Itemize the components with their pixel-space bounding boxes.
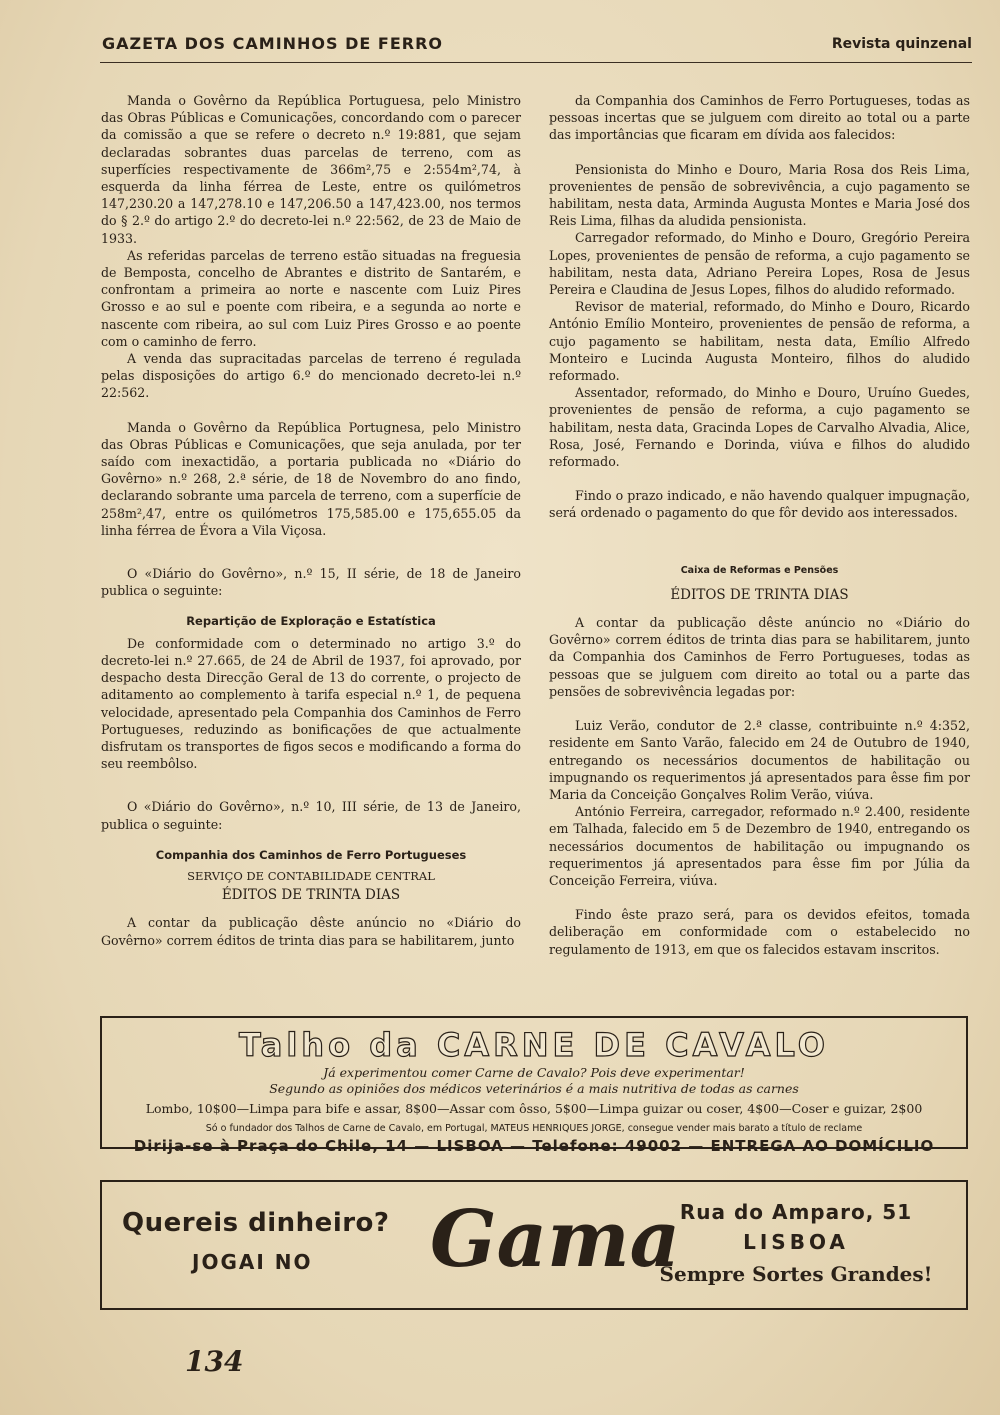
paragraph: Assentador, reformado, do Minho e Douro, Uruíno Guedes, provenientes de pensão de reforma, a cujo pagamento se habilitam, nesta data, Gracinda Lopes de Carvalho Alvadia, Alice, Rosa, José, Fernando e Dorinda, viúva e filhos do aludido reformado. (549, 385, 970, 470)
paragraph: Findo êste prazo será, para os devidos efeitos, tomada deliberação em conformidade com o estabelecido no regulamento de 1913, em que os falecidos estavam inscritos. (549, 907, 970, 957)
paragraph: Manda o Govêrno da República Portugnesa, pelo Ministro das Obras Públicas e Comunicações, que seja anulada, por ter saído com inexactidão, a portaria publicada no «Diário do Govêrno» n.º 268, 2.ª série, de 18 de Novembro do ano findo, declarando sobrante uma parcela de terreno, com a superfície de 258m²,47, entre os quilómetros 175,585.00 e 175,655.05 da linha férrea de Évora a Vila Viçosa. (101, 419, 521, 538)
section-heading: Companhia dos Caminhos de Ferro Portugueses (155, 847, 467, 862)
ad-city: LISBOA (743, 1230, 849, 1254)
page-number: 134 (185, 1345, 244, 1378)
section-heading: Repartição de Exploração e Estatística (186, 614, 436, 629)
paragraph: A contar da publicação dêste anúncio no «Diário do Govêrno» correm éditos de trinta dias para se habilitarem, junto (101, 915, 521, 948)
ad-question: Quereis dinheiro? (122, 1208, 390, 1238)
advertisement-gama (100, 1180, 968, 1310)
left-column (101, 92, 521, 949)
paragraph: Manda o Govêrno da República Portuguesa, pelo Ministro das Obras Públicas e Comunicações, concordando com o parecer da comissão a que se refere o decreto n.º 19:881, que sejam declaradas sobrantes duas parcelas de terreno, com as superfícies respectivamente de 366m²,75 e 2:554m²,74, à esquerda da linha férrea de Leste, entre os quilómetros 147,230.20 a 147,278.10 e 147,206.50 a 147,423.00, nos termos do § 2.º do artigo 2.º do decreto-lei n.º 22:562, de 23 de Maio de 1933. (101, 93, 521, 246)
paragraph: Revisor de material, reformado, do Minho e Douro, Ricardo António Emílio Monteiro, provenientes de pensão de reforma, a cujo pagamento se habilitam, nesta data, Emílio Alfredo Monteiro e Lucinda Augusta Monteiro, filhos do aludido reformado. (549, 299, 970, 384)
header-subtitle: Revista quinzenal (831, 36, 972, 52)
paragraph: A venda das supracitadas parcelas de terreno é regulada pelas disposições do artigo 6.º do mencionado decreto-lei n.º 22:562. (101, 351, 521, 401)
advertisement-carne-de-cavalo (100, 1016, 968, 1155)
section-title: ÉDITOS DE TRINTA DIAS (221, 887, 401, 904)
paragraph: da Companhia dos Caminhos de Ferro Portugueses, todas as pessoas incertas que se julguem com direito ao total ou a parte das importâncias que ficaram em dívida aos falecidos: (549, 93, 970, 143)
paragraph: Carregador reformado, do Minho e Douro, Gregório Pereira Lopes, provenientes de pensão de reforma, a cujo pagamento se habilitam, nesta data, Adriano Pereira Lopes, Rosa de Jesus Pereira e Claudina de Jesus Lopes, filhos do aludido reformado. (549, 230, 970, 298)
paragraph: Luiz Verão, condutor de 2.ª classe, contribuinte n.º 4:352, residente em Santo Varão, falecido em 24 de Outubro de 1940, entregando os necessários documentos de habilitação ou impugnando os requerimentos já apresentados para êsse fim por Maria da Conceição Gonçalves Rolim Verão, viúva. (549, 718, 970, 802)
header-rule (100, 62, 972, 63)
paragraph: A contar da publicação dêste anúncio no «Diário do Govêrno» correm éditos de trinta dias para se habilitarem, junto da Companhia dos Caminhos de Ferro Portugueses, todas as pessoas que se julguem com direito ao total ou a parte das pensões de sobrevivência legadas por: (549, 615, 970, 699)
header-title: GAZETA DOS CAMINHOS DE FERRO (102, 34, 444, 53)
ad-contact: Dirija-se à Praça do Chile, 14 — LISBOA — Telefone: 49002 — ENTREGA AO DOMÍCILIO (133, 1137, 935, 1155)
paragraph: Findo o prazo indicado, e não havendo qualquer impugnação, será ordenado o pagamento do que fôr devido aos interessados. (549, 488, 970, 521)
ad-slogan: Sempre Sortes Grandes! (659, 1262, 933, 1286)
ad-tagline: Já experimentou comer Carne de Cavalo? Pois deve experimentar! (323, 1065, 745, 1080)
paragraph: Pensionista do Minho e Douro, Maria Rosa dos Reis Lima, provenientes de pensão de sobrevivência, a cujo pagamento se habilitam, nesta data, Arminda Augusta Montes e Maria José dos Reis Lima, filhas da aludida pensionista. (549, 161, 970, 229)
paragraph: O «Diário do Govêrno», n.º 15, II série, de 18 de Janeiro publica o seguinte: (101, 566, 521, 599)
ad-tagline: Segundo as opiniões dos médicos veterinários é a mais nutritiva de todas as carnes (269, 1081, 799, 1096)
ad-founder: Só o fundador dos Talhos de Carne de Cavalo, em Portugal, MATEUS HENRIQUES JORGE, consegue vender mais barato a título de reclame (205, 1123, 863, 1134)
ad-address: Rua do Amparo, 51 (679, 1200, 913, 1224)
section-subheading: SERVIÇO DE CONTABILIDADE CENTRAL (187, 868, 435, 883)
paragraph: De conformidade com o determinado no artigo 3.º do decreto-lei n.º 27.665, de 24 de Abril de 1937, foi aprovado, por despacho desta Direcção Geral de 13 do corrente, o projecto de aditamento ao complemento à tarifa especial n.º 1, de pequena velocidade, apresentado pela Companhia dos Caminhos de Ferro Portugueses, reduzindo as bonificações de que actualmente disfrutam os transportes de figos secos e modificando a forma do seu reembôlso. (101, 635, 521, 772)
section-title: ÉDITOS DE TRINTA DIAS (670, 586, 849, 603)
ad-title: Talho da CARNE DE CAVALO (239, 1026, 829, 1064)
right-column (549, 92, 970, 958)
ad-prices: Lombo, 10$00—Limpa para bife e assar, 8$00—Assar com ôsso, 5$00—Limpa guizar ou coser, 4$00—Coser e guizar, 2$00 (145, 1101, 923, 1116)
section-heading: Caixa de Reformas e Pensões (680, 564, 839, 576)
paragraph: António Ferreira, carregador, reformado n.º 2.400, residente em Talhada, falecido em 5 de Dezembro de 1940, entregando os necessários documentos de habilitação ou impugnando os requerimentos já apresentados para êsse fim por Júlia da Conceição Ferreira, viúva. (549, 804, 970, 888)
paragraph: As referidas parcelas de terreno estão situadas na freguesia de Bemposta, concelho de Abrantes e distrito de Santarém, e confrontam a primeira ao norte e nascente com Luiz Pires Grosso e ao sul e poente com ribeira, e a segunda ao norte e nascente com ribeira, ao sul com Luiz Pires Grosso e ao poente com o caminho de ferro. (101, 247, 521, 349)
paragraph: O «Diário do Govêrno», n.º 10, III série, de 13 de Janeiro, publica o seguinte: (101, 799, 521, 832)
ad-jogai: JOGAI NO (192, 1250, 313, 1274)
gama-logo: Gama (430, 1194, 681, 1285)
